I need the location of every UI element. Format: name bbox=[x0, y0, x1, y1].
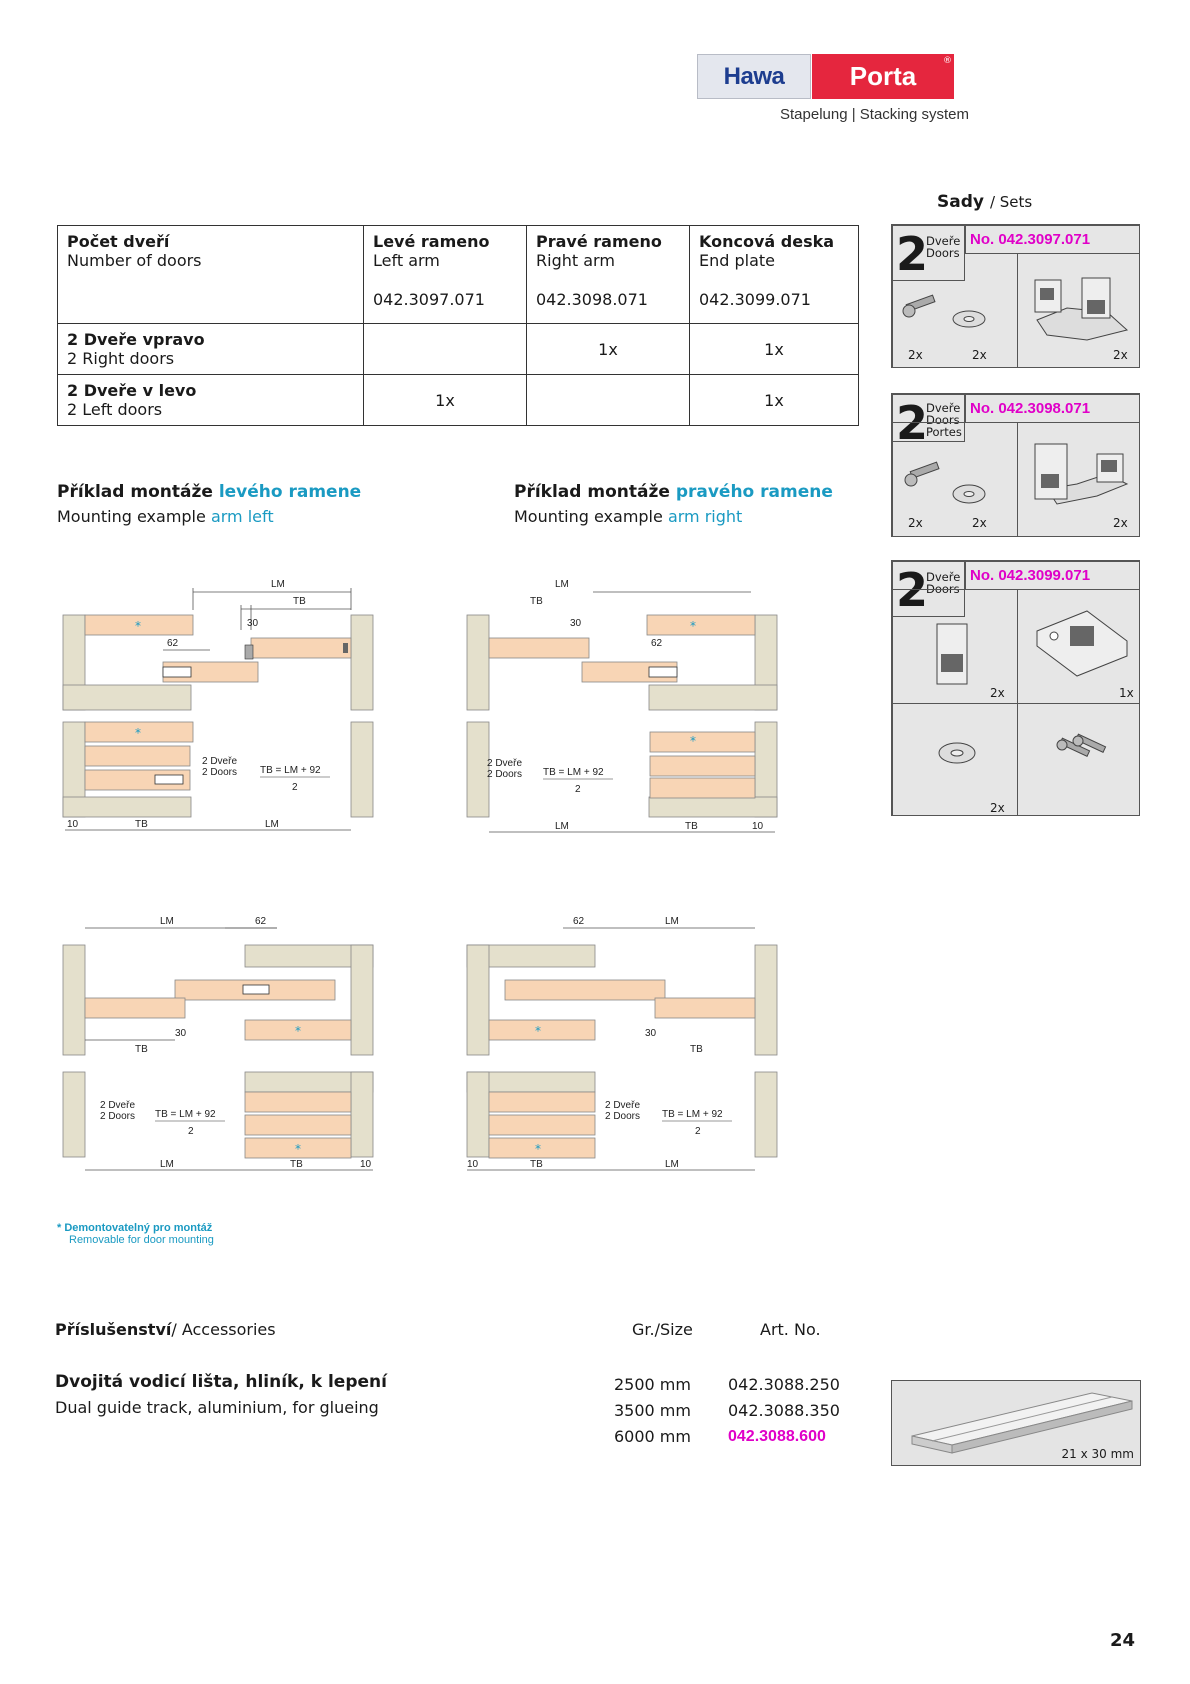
end-plate-icon bbox=[1032, 601, 1132, 681]
svg-text:LM: LM bbox=[665, 1159, 679, 1170]
svg-text:*: * bbox=[535, 1024, 541, 1038]
set-number: 2 bbox=[896, 227, 929, 281]
example-left-heading: Příklad montáže levého ramene Mounting example arm left bbox=[57, 482, 362, 526]
registered-mark: ® bbox=[943, 56, 952, 66]
svg-text:2 Doors: 2 Doors bbox=[100, 1111, 136, 1122]
svg-text:*: * bbox=[295, 1142, 301, 1156]
svg-text:TB: TB bbox=[530, 1159, 543, 1170]
svg-text:*: * bbox=[135, 726, 141, 740]
svg-text:2 Doors: 2 Doors bbox=[487, 769, 523, 780]
doors-table bbox=[57, 225, 859, 426]
svg-text:10: 10 bbox=[752, 821, 764, 832]
washer-icon bbox=[927, 733, 987, 773]
diagram-right-arm-bottom bbox=[455, 910, 785, 1180]
svg-text:*: * bbox=[135, 619, 141, 633]
svg-text:2 Dveře: 2 Dveře bbox=[202, 756, 238, 767]
track-dimension: 21 x 30 mm bbox=[1061, 1447, 1134, 1461]
svg-text:30: 30 bbox=[645, 1028, 657, 1039]
set-labels: Dveře Doors Portes bbox=[926, 401, 962, 439]
set-labels: Dveře Doors bbox=[926, 570, 961, 596]
set-042-3097-071: 2 Dveře Doors No. 042.3097.071 2x 2x 2x bbox=[891, 224, 1140, 368]
svg-text:LM: LM bbox=[160, 1159, 174, 1170]
table-row: 2 Dveře v levo 2 Left doors 1x 1x bbox=[58, 375, 859, 426]
svg-text:TB = LM + 92: TB = LM + 92 bbox=[543, 767, 604, 778]
svg-text:TB: TB bbox=[685, 821, 698, 832]
svg-text:*: * bbox=[690, 734, 696, 748]
diagram-right-arm-top bbox=[455, 570, 785, 840]
svg-text:62: 62 bbox=[651, 638, 663, 649]
svg-text:2: 2 bbox=[292, 782, 298, 793]
svg-text:TB: TB bbox=[135, 819, 148, 830]
porta-logo: Porta bbox=[812, 54, 954, 99]
svg-text:2: 2 bbox=[188, 1126, 194, 1137]
header-end-plate: Koncová deska End plate 042.3099.071 bbox=[690, 226, 859, 324]
table-row: 2 Dveře vpravo 2 Right doors 1x 1x bbox=[58, 324, 859, 375]
svg-text:2: 2 bbox=[575, 784, 581, 795]
svg-text:TB: TB bbox=[530, 596, 543, 607]
svg-text:LM: LM bbox=[160, 916, 174, 927]
accessories-title: Příslušenství/ Accessories bbox=[55, 1320, 276, 1339]
svg-text:10: 10 bbox=[467, 1159, 479, 1170]
svg-text:LM: LM bbox=[271, 579, 285, 590]
svg-text:TB: TB bbox=[135, 1044, 148, 1055]
guide-track-image bbox=[891, 1380, 1141, 1466]
set-042-3099-071: 2 Dveře Doors No. 042.3099.071 2x 1x 2x bbox=[891, 560, 1140, 816]
right-arm-bracket-icon bbox=[1027, 434, 1132, 514]
hawa-logo: Hawa bbox=[697, 54, 811, 99]
header-doors-count: Počet dveří Number of doors bbox=[58, 226, 364, 324]
svg-text:*: * bbox=[295, 1024, 301, 1038]
svg-text:10: 10 bbox=[67, 819, 79, 830]
page-number: 24 bbox=[1110, 1630, 1136, 1651]
svg-text:*: * bbox=[535, 1142, 541, 1156]
set-code: No. 042.3097.071 bbox=[970, 231, 1091, 248]
end-plate-bracket-icon bbox=[927, 619, 987, 699]
diagram-left-arm-bottom bbox=[55, 910, 385, 1180]
set-labels: Dveře Doors bbox=[926, 234, 961, 260]
svg-text:30: 30 bbox=[570, 618, 582, 629]
svg-text:2 Dveře: 2 Dveře bbox=[487, 758, 523, 769]
svg-text:2 Dveře: 2 Dveře bbox=[605, 1100, 641, 1111]
accessory-sizes: 2500 mm 3500 mm 6000 mm bbox=[614, 1375, 691, 1446]
set-042-3098-071: 2 Dveře Doors Portes No. 042.3098.071 2x 2x 2x bbox=[891, 393, 1140, 537]
svg-text:62: 62 bbox=[573, 916, 585, 927]
screws-icon bbox=[1052, 733, 1122, 773]
svg-text:2 Doors: 2 Doors bbox=[202, 767, 238, 778]
example-right-heading: Příklad montáže pravého ramene Mounting example arm right bbox=[514, 482, 833, 526]
svg-text:30: 30 bbox=[247, 618, 259, 629]
set-number: 2 bbox=[896, 563, 929, 617]
svg-text:62: 62 bbox=[167, 638, 179, 649]
set-code: No. 042.3098.071 bbox=[970, 400, 1091, 417]
svg-text:2 Dveře: 2 Dveře bbox=[100, 1100, 136, 1111]
left-arm-bracket-icon bbox=[1027, 260, 1132, 345]
header-left-arm: Levé rameno Left arm 042.3097.071 bbox=[364, 226, 527, 324]
set-code: No. 042.3099.071 bbox=[970, 567, 1091, 584]
screw-washer-icon bbox=[897, 454, 1012, 514]
sets-title: Sady / Sets bbox=[937, 192, 1033, 212]
svg-text:LM: LM bbox=[665, 916, 679, 927]
svg-text:TB = LM + 92: TB = LM + 92 bbox=[155, 1109, 216, 1120]
svg-text:62: 62 bbox=[255, 916, 267, 927]
brand-subtitle: Stapelung | Stacking system bbox=[780, 106, 969, 123]
set-number: 2 bbox=[896, 396, 929, 450]
svg-text:LM: LM bbox=[555, 821, 569, 832]
svg-text:10: 10 bbox=[360, 1159, 372, 1170]
svg-text:30: 30 bbox=[175, 1028, 187, 1039]
svg-text:*: * bbox=[690, 619, 696, 633]
art-header: Art. No. bbox=[760, 1320, 821, 1339]
svg-text:TB: TB bbox=[290, 1159, 303, 1170]
svg-text:2 Doors: 2 Doors bbox=[605, 1111, 641, 1122]
screw-washer-icon bbox=[897, 287, 1012, 342]
svg-text:LM: LM bbox=[265, 819, 279, 830]
svg-text:TB = LM + 92: TB = LM + 92 bbox=[260, 765, 321, 776]
accessory-arts: 042.3088.250 042.3088.350 042.3088.600 bbox=[728, 1375, 840, 1445]
accessory-item: Dvojitá vodicí lišta, hliník, k lepení Dual guide track, aluminium, for glueing bbox=[55, 1372, 387, 1417]
header-right-arm: Pravé rameno Right arm 042.3098.071 bbox=[527, 226, 690, 324]
svg-text:2: 2 bbox=[695, 1126, 701, 1137]
diagram-left-arm-top bbox=[55, 570, 385, 840]
svg-text:TB = LM + 92: TB = LM + 92 bbox=[662, 1109, 723, 1120]
svg-text:TB: TB bbox=[690, 1044, 703, 1055]
svg-text:TB: TB bbox=[293, 596, 306, 607]
svg-text:LM: LM bbox=[555, 579, 569, 590]
footnote: * Demontovatelný pro montáž Removable for door mounting bbox=[57, 1222, 214, 1246]
size-header: Gr./Size bbox=[632, 1320, 693, 1339]
